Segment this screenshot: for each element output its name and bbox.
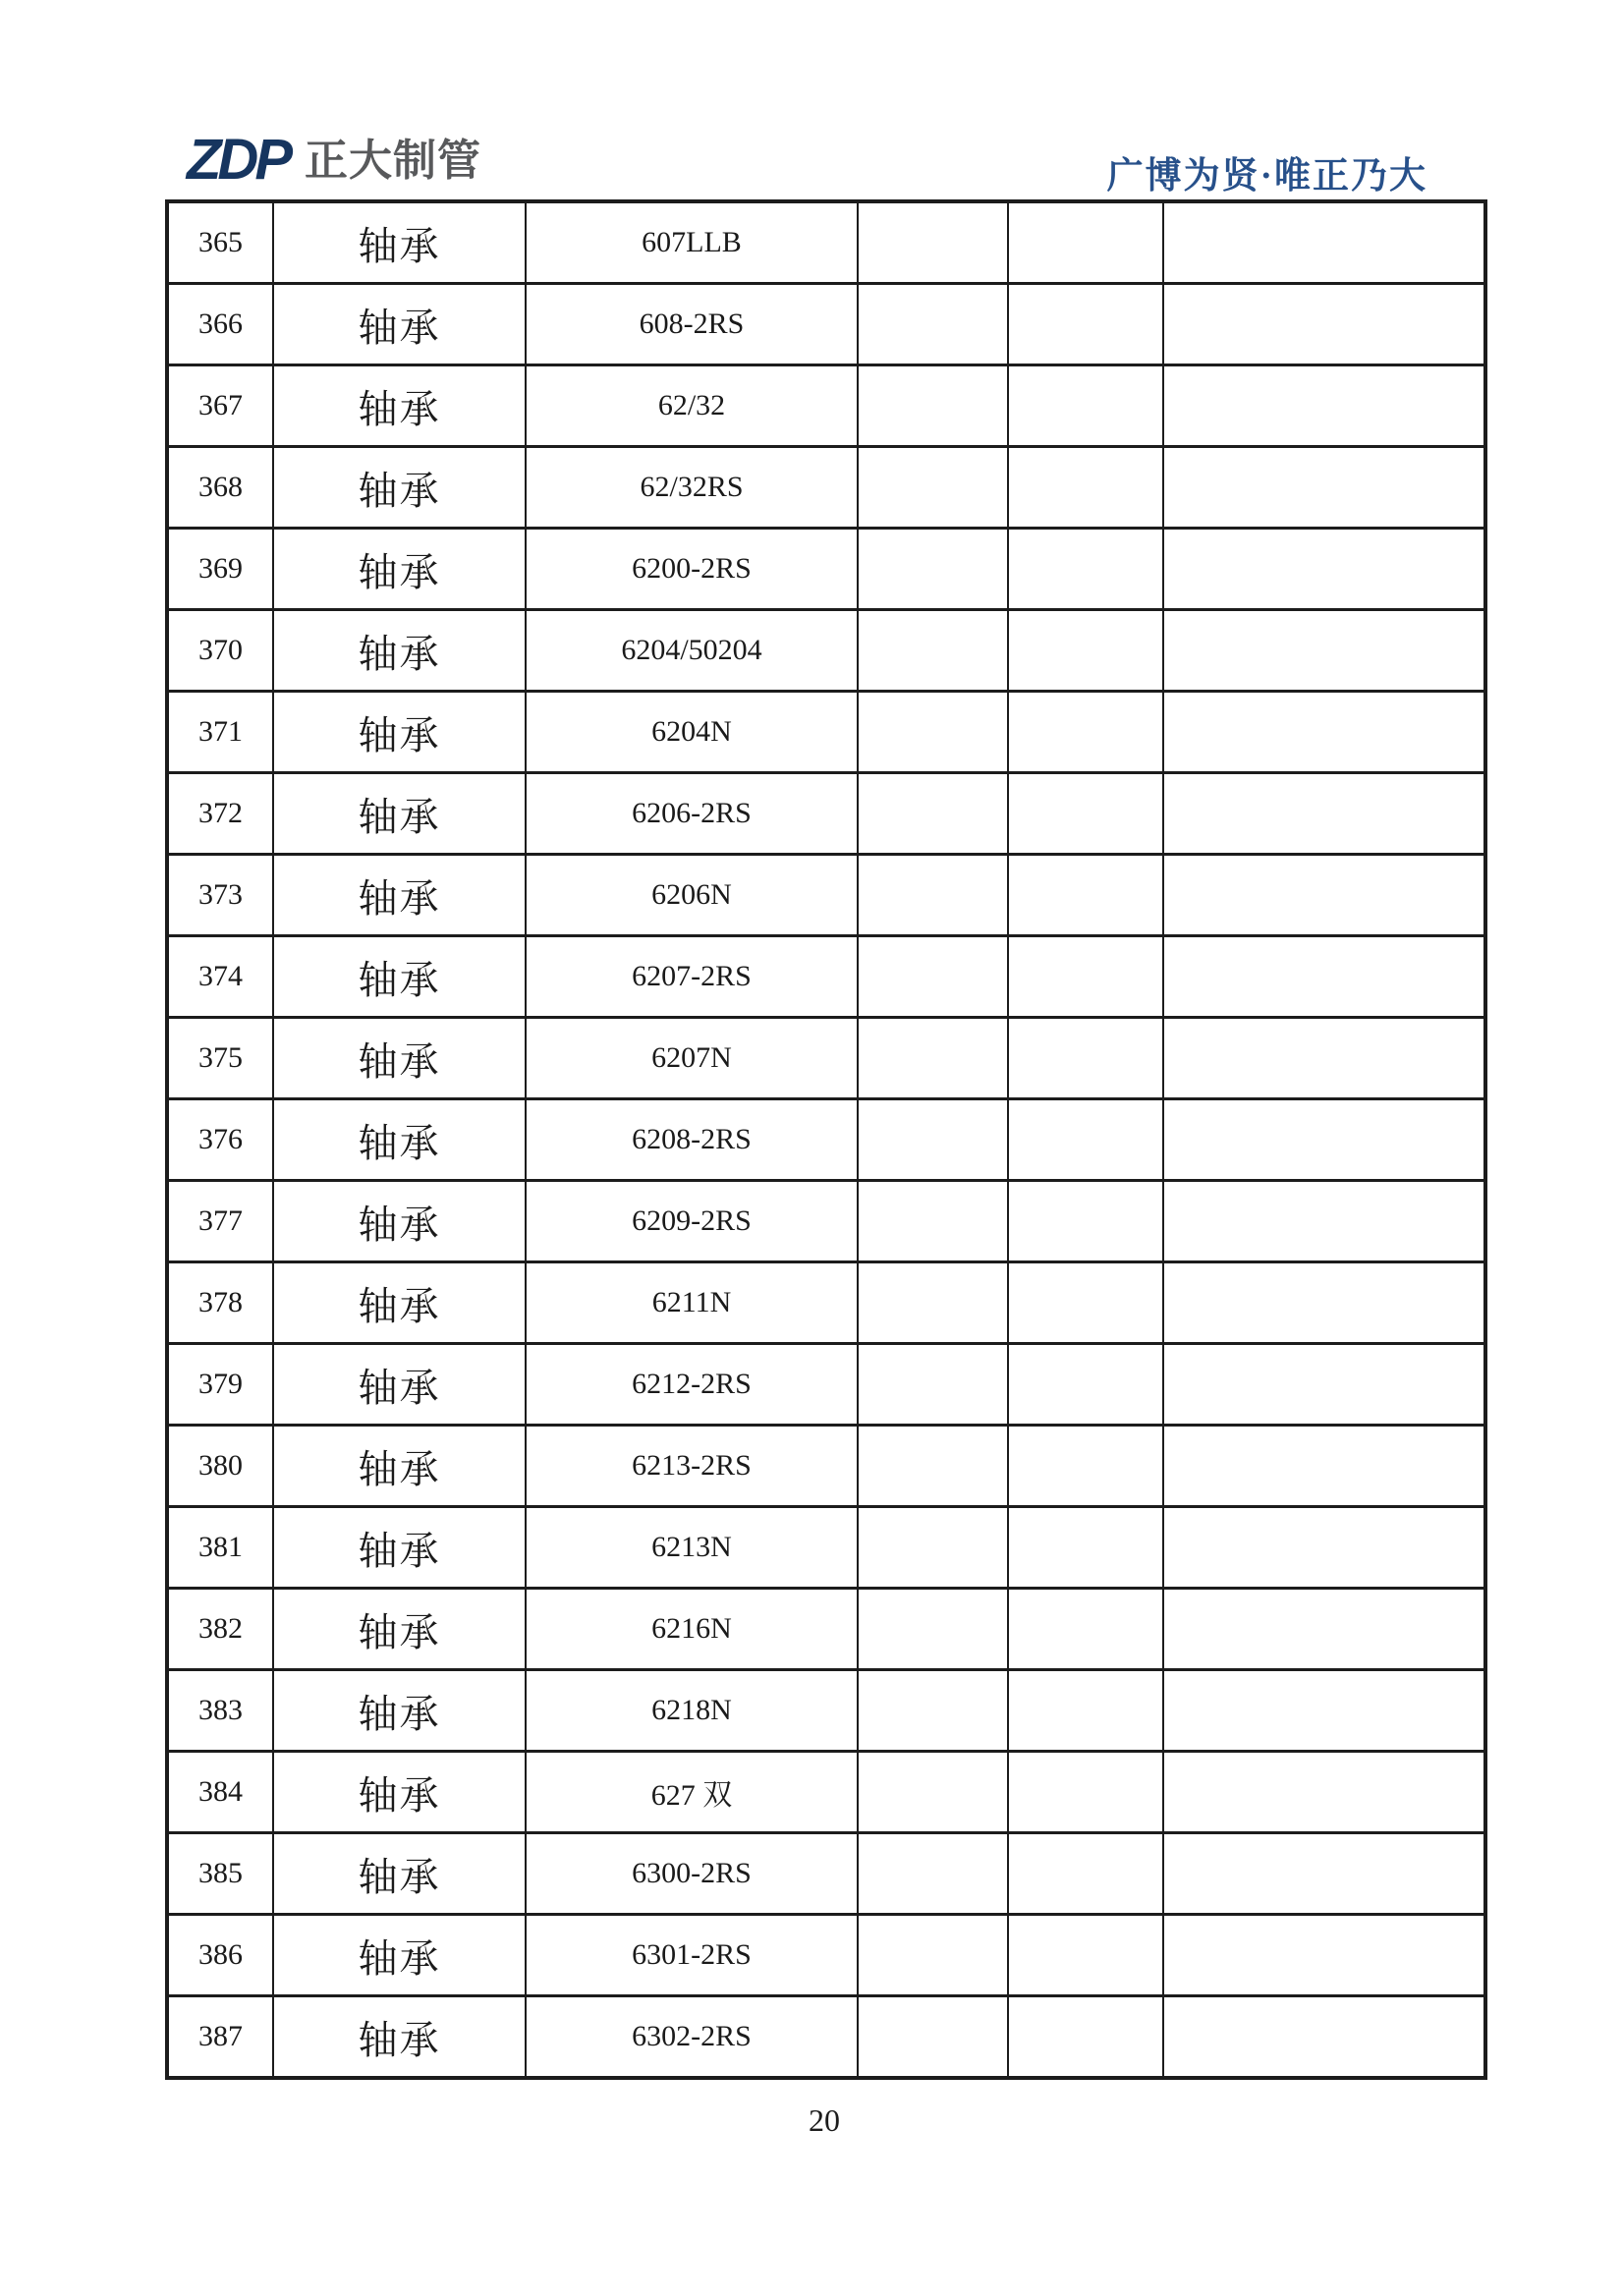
cell-empty-2 [1008, 1262, 1163, 1344]
table-row [167, 284, 1485, 365]
table-row [167, 1181, 1485, 1262]
table-row [167, 1426, 1485, 1507]
table-row [167, 1507, 1485, 1589]
zdp-logo-text: ZDP [187, 128, 289, 192]
cell-empty-1 [858, 447, 1008, 529]
cell-category: 轴承 [273, 1018, 526, 1099]
cell-row-number: 382 [167, 1589, 273, 1670]
cell-empty-1 [858, 1426, 1008, 1507]
cell-empty-2 [1008, 1833, 1163, 1915]
cell-row-number: 387 [167, 1996, 273, 2079]
cell-empty-3 [1163, 773, 1485, 855]
cell-row-number: 371 [167, 692, 273, 773]
cell-empty-2 [1008, 284, 1163, 365]
cell-empty-3 [1163, 1996, 1485, 2079]
cell-row-number: 381 [167, 1507, 273, 1589]
page-number: 20 [809, 2102, 840, 2138]
cell-empty-2 [1008, 773, 1163, 855]
cell-empty-3 [1163, 1670, 1485, 1752]
table-row [167, 936, 1485, 1018]
cell-empty-1 [858, 855, 1008, 936]
cell-category: 轴承 [273, 1181, 526, 1262]
table-row [167, 1589, 1485, 1670]
cell-empty-2 [1008, 447, 1163, 529]
cell-model: 6218N [526, 1670, 858, 1752]
cell-category: 轴承 [273, 773, 526, 855]
cell-category: 轴承 [273, 1996, 526, 2079]
cell-row-number: 375 [167, 1018, 273, 1099]
cell-empty-1 [858, 1018, 1008, 1099]
cell-empty-1 [858, 1752, 1008, 1833]
cell-category: 轴承 [273, 447, 526, 529]
cell-empty-3 [1163, 529, 1485, 610]
cell-empty-1 [858, 365, 1008, 447]
table-row [167, 365, 1485, 447]
company-name: 正大制管 [305, 137, 481, 186]
cell-row-number: 378 [167, 1262, 273, 1344]
cell-empty-1 [858, 284, 1008, 365]
cell-empty-3 [1163, 1507, 1485, 1589]
cell-empty-3 [1163, 201, 1485, 284]
cell-row-number: 374 [167, 936, 273, 1018]
company-slogan: 广博为贤·唯正乃大 [1106, 156, 1427, 196]
cell-empty-1 [858, 1915, 1008, 1996]
cell-empty-3 [1163, 284, 1485, 365]
cell-empty-3 [1163, 447, 1485, 529]
table-row [167, 1344, 1485, 1426]
cell-empty-3 [1163, 855, 1485, 936]
cell-empty-2 [1008, 936, 1163, 1018]
table-row [167, 855, 1485, 936]
cell-empty-2 [1008, 855, 1163, 936]
table-row [167, 1099, 1485, 1181]
cell-row-number: 376 [167, 1099, 273, 1181]
cell-empty-2 [1008, 1099, 1163, 1181]
cell-empty-2 [1008, 1181, 1163, 1262]
cell-empty-3 [1163, 936, 1485, 1018]
cell-model: 6216N [526, 1589, 858, 1670]
cell-category: 轴承 [273, 1670, 526, 1752]
cell-empty-3 [1163, 1589, 1485, 1670]
cell-model: 608-2RS [526, 284, 858, 365]
cell-empty-2 [1008, 1589, 1163, 1670]
cell-empty-2 [1008, 1996, 1163, 2079]
table-row [167, 1996, 1485, 2079]
cell-category: 轴承 [273, 610, 526, 692]
cell-category: 轴承 [273, 855, 526, 936]
cell-row-number: 383 [167, 1670, 273, 1752]
cell-row-number: 373 [167, 855, 273, 936]
parts-table [165, 199, 1487, 2080]
cell-model: 6300-2RS [526, 1833, 858, 1915]
cell-empty-1 [858, 201, 1008, 284]
cell-model: 6213-2RS [526, 1426, 858, 1507]
cell-empty-3 [1163, 1833, 1485, 1915]
cell-empty-2 [1008, 610, 1163, 692]
cell-empty-3 [1163, 692, 1485, 773]
cell-row-number: 372 [167, 773, 273, 855]
cell-row-number: 368 [167, 447, 273, 529]
cell-model: 6209-2RS [526, 1181, 858, 1262]
cell-empty-3 [1163, 1018, 1485, 1099]
table-row [167, 447, 1485, 529]
cell-empty-3 [1163, 1426, 1485, 1507]
table-row [167, 610, 1485, 692]
cell-model: 6207-2RS [526, 936, 858, 1018]
table-row [167, 201, 1485, 284]
cell-empty-3 [1163, 1752, 1485, 1833]
cell-category: 轴承 [273, 1099, 526, 1181]
cell-empty-3 [1163, 1099, 1485, 1181]
table-row [167, 1018, 1485, 1099]
table-row [167, 1752, 1485, 1833]
cell-category: 轴承 [273, 1752, 526, 1833]
cell-model: 6207N [526, 1018, 858, 1099]
cell-empty-3 [1163, 610, 1485, 692]
cell-empty-1 [858, 1670, 1008, 1752]
cell-empty-1 [858, 1507, 1008, 1589]
cell-row-number: 366 [167, 284, 273, 365]
table-row [167, 1833, 1485, 1915]
cell-model: 6204N [526, 692, 858, 773]
cell-model: 62/32RS [526, 447, 858, 529]
cell-empty-1 [858, 1589, 1008, 1670]
cell-model: 6213N [526, 1507, 858, 1589]
cell-row-number: 379 [167, 1344, 273, 1426]
parts-table-body [167, 201, 1485, 2078]
cell-empty-1 [858, 773, 1008, 855]
cell-empty-2 [1008, 201, 1163, 284]
table-row [167, 1670, 1485, 1752]
cell-empty-3 [1163, 1915, 1485, 1996]
cell-empty-2 [1008, 692, 1163, 773]
cell-category: 轴承 [273, 201, 526, 284]
cell-model: 62/32 [526, 365, 858, 447]
cell-row-number: 369 [167, 529, 273, 610]
table-row [167, 692, 1485, 773]
cell-model: 6211N [526, 1262, 858, 1344]
cell-category: 轴承 [273, 1426, 526, 1507]
cell-empty-1 [858, 1996, 1008, 2079]
cell-empty-2 [1008, 1507, 1163, 1589]
cell-empty-1 [858, 936, 1008, 1018]
cell-empty-3 [1163, 1262, 1485, 1344]
cell-row-number: 370 [167, 610, 273, 692]
cell-empty-3 [1163, 365, 1485, 447]
cell-empty-2 [1008, 365, 1163, 447]
cell-empty-2 [1008, 1915, 1163, 1996]
cell-model: 627 双 [526, 1752, 858, 1833]
cell-empty-2 [1008, 1344, 1163, 1426]
cell-empty-1 [858, 692, 1008, 773]
cell-category: 轴承 [273, 365, 526, 447]
cell-model: 6302-2RS [526, 1996, 858, 2079]
cell-model: 6204/50204 [526, 610, 858, 692]
cell-category: 轴承 [273, 936, 526, 1018]
cell-category: 轴承 [273, 1833, 526, 1915]
cell-category: 轴承 [273, 1589, 526, 1670]
cell-empty-2 [1008, 529, 1163, 610]
cell-model: 6206N [526, 855, 858, 936]
cell-row-number: 367 [167, 365, 273, 447]
cell-empty-2 [1008, 1752, 1163, 1833]
cell-empty-1 [858, 1344, 1008, 1426]
cell-empty-1 [858, 1181, 1008, 1262]
table-row [167, 1262, 1485, 1344]
cell-empty-3 [1163, 1344, 1485, 1426]
table-row [167, 773, 1485, 855]
cell-category: 轴承 [273, 1344, 526, 1426]
cell-category: 轴承 [273, 1507, 526, 1589]
cell-row-number: 377 [167, 1181, 273, 1262]
company-logo [187, 128, 481, 192]
cell-row-number: 380 [167, 1426, 273, 1507]
cell-empty-1 [858, 1262, 1008, 1344]
cell-row-number: 384 [167, 1752, 273, 1833]
cell-empty-2 [1008, 1426, 1163, 1507]
cell-row-number: 365 [167, 201, 273, 284]
cell-empty-1 [858, 529, 1008, 610]
cell-category: 轴承 [273, 1915, 526, 1996]
cell-category: 轴承 [273, 529, 526, 610]
cell-row-number: 386 [167, 1915, 273, 1996]
cell-empty-2 [1008, 1670, 1163, 1752]
cell-model: 607LLB [526, 201, 858, 284]
table-row [167, 1915, 1485, 1996]
cell-empty-1 [858, 1833, 1008, 1915]
cell-empty-1 [858, 1099, 1008, 1181]
cell-row-number: 385 [167, 1833, 273, 1915]
cell-empty-1 [858, 610, 1008, 692]
cell-category: 轴承 [273, 1262, 526, 1344]
cell-empty-2 [1008, 1018, 1163, 1099]
cell-model: 6200-2RS [526, 529, 858, 610]
cell-category: 轴承 [273, 284, 526, 365]
cell-model: 6301-2RS [526, 1915, 858, 1996]
cell-model: 6206-2RS [526, 773, 858, 855]
cell-model: 6208-2RS [526, 1099, 858, 1181]
cell-model: 6212-2RS [526, 1344, 858, 1426]
table-row [167, 529, 1485, 610]
cell-empty-3 [1163, 1181, 1485, 1262]
cell-category: 轴承 [273, 692, 526, 773]
